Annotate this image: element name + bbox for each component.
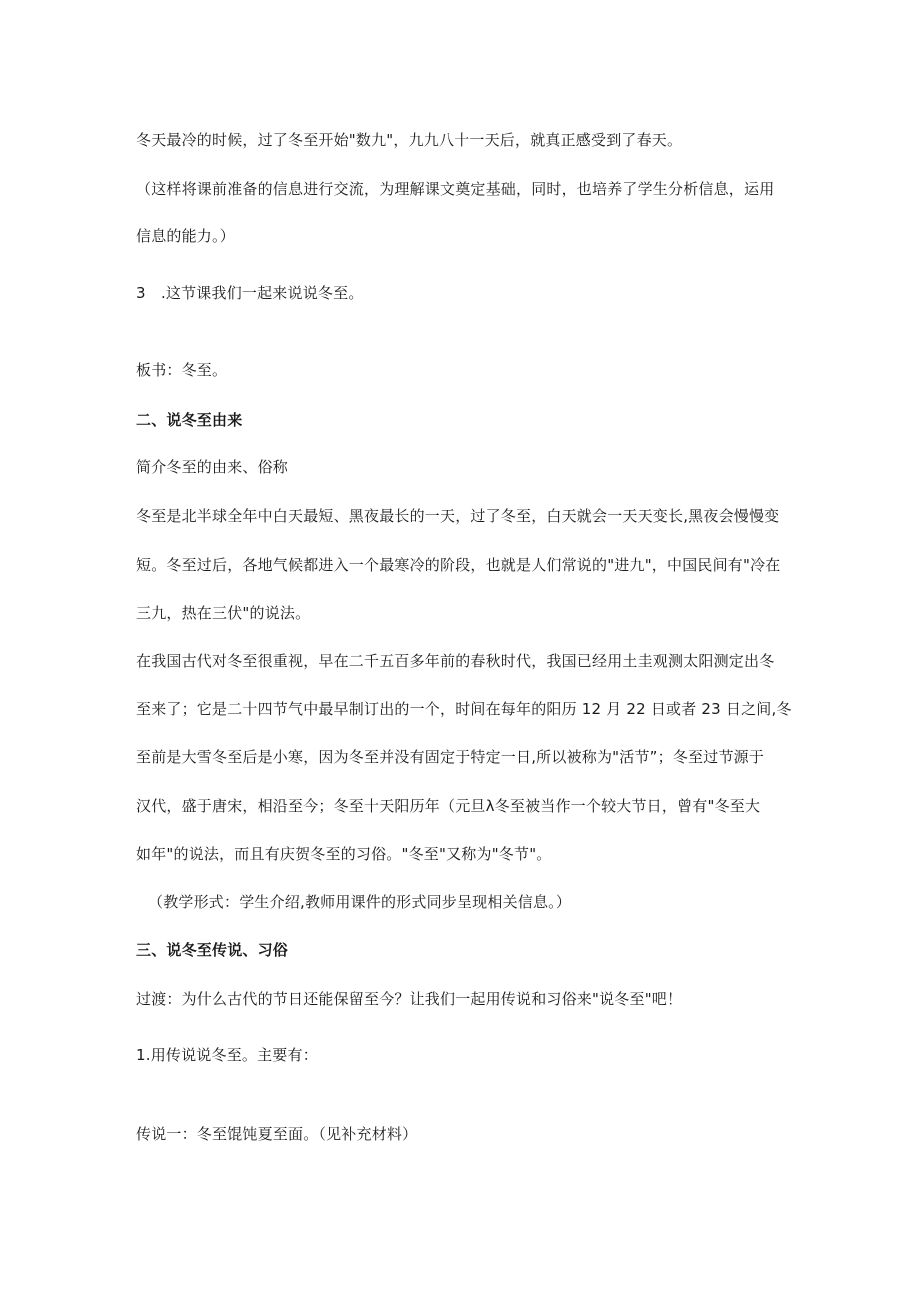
paragraph-line: 冬天最冷的时候，过了冬至开始"数九"，九九八十一天后，就真正感受到了春天。 bbox=[136, 131, 683, 149]
paragraph-line: 板书：冬至。 bbox=[136, 361, 228, 379]
paragraph-line: 三九，热在三伏"的说法。 bbox=[136, 604, 311, 622]
paragraph-line: 信息的能力。） bbox=[136, 227, 235, 245]
section-heading: 三、说冬至传说、习俗 bbox=[136, 941, 289, 959]
section-heading: 二、说冬至由来 bbox=[136, 411, 243, 429]
paragraph-line: 1.用传说说冬至。主要有： bbox=[136, 1046, 318, 1064]
paragraph-line: 过渡：为什么古代的节日还能保留至今？让我们一起用传说和习俗来"说冬至"吧！ bbox=[136, 990, 683, 1008]
paragraph-line: 短。冬至过后，各地气候都进入一个最寒冷的阶段，也就是人们常说的"进九"，中国民间有"冷在 bbox=[136, 556, 781, 574]
paragraph-line: 传说一：冬至馄饨夏至面。（见补充材料） bbox=[136, 1125, 418, 1143]
subheading: 简介冬至的由来、俗称 bbox=[136, 458, 289, 476]
paragraph-line: 冬至是北半球全年中白天最短、黑夜最长的一天，过了冬至，白天就会一天天变长,黑夜会慢慢变 bbox=[136, 507, 780, 525]
paragraph-line: 3 .这节课我们一起来说说冬至。 bbox=[136, 284, 364, 302]
paragraph-line: 汉代，盛于唐宋，相沿至今；冬至十天阳历年（元旦λ冬至被当作一个较大节日，曾有"冬至大 bbox=[136, 797, 761, 815]
paragraph-line: 至来了；它是二十四节气中最早制订出的一个，时间在每年的阳历 12 月 22 日或者 23 日之间,冬 bbox=[136, 700, 792, 718]
paragraph-line: 至前是大雪冬至后是小寒，因为冬至并没有固定于特定一日,所以被称为"活节”；冬至过节源于 bbox=[136, 748, 765, 766]
paragraph-line: （这样将课前准备的信息进行交流，为理解课文奠定基础，同时，也培养了学生分析信息，运用 bbox=[136, 180, 775, 198]
paragraph-line: 在我国古代对冬至很重视，早在二千五百多年前的春秋时代，我国已经用土圭观测太阳测定出冬 bbox=[136, 652, 775, 670]
paragraph-line: 如年"的说法，而且有庆贺冬至的习俗。"冬至"又称为"冬节"。 bbox=[136, 845, 552, 863]
teaching-note: （教学形式：学生介绍,教师用课件的形式同步呈现相关信息。） bbox=[148, 893, 572, 911]
